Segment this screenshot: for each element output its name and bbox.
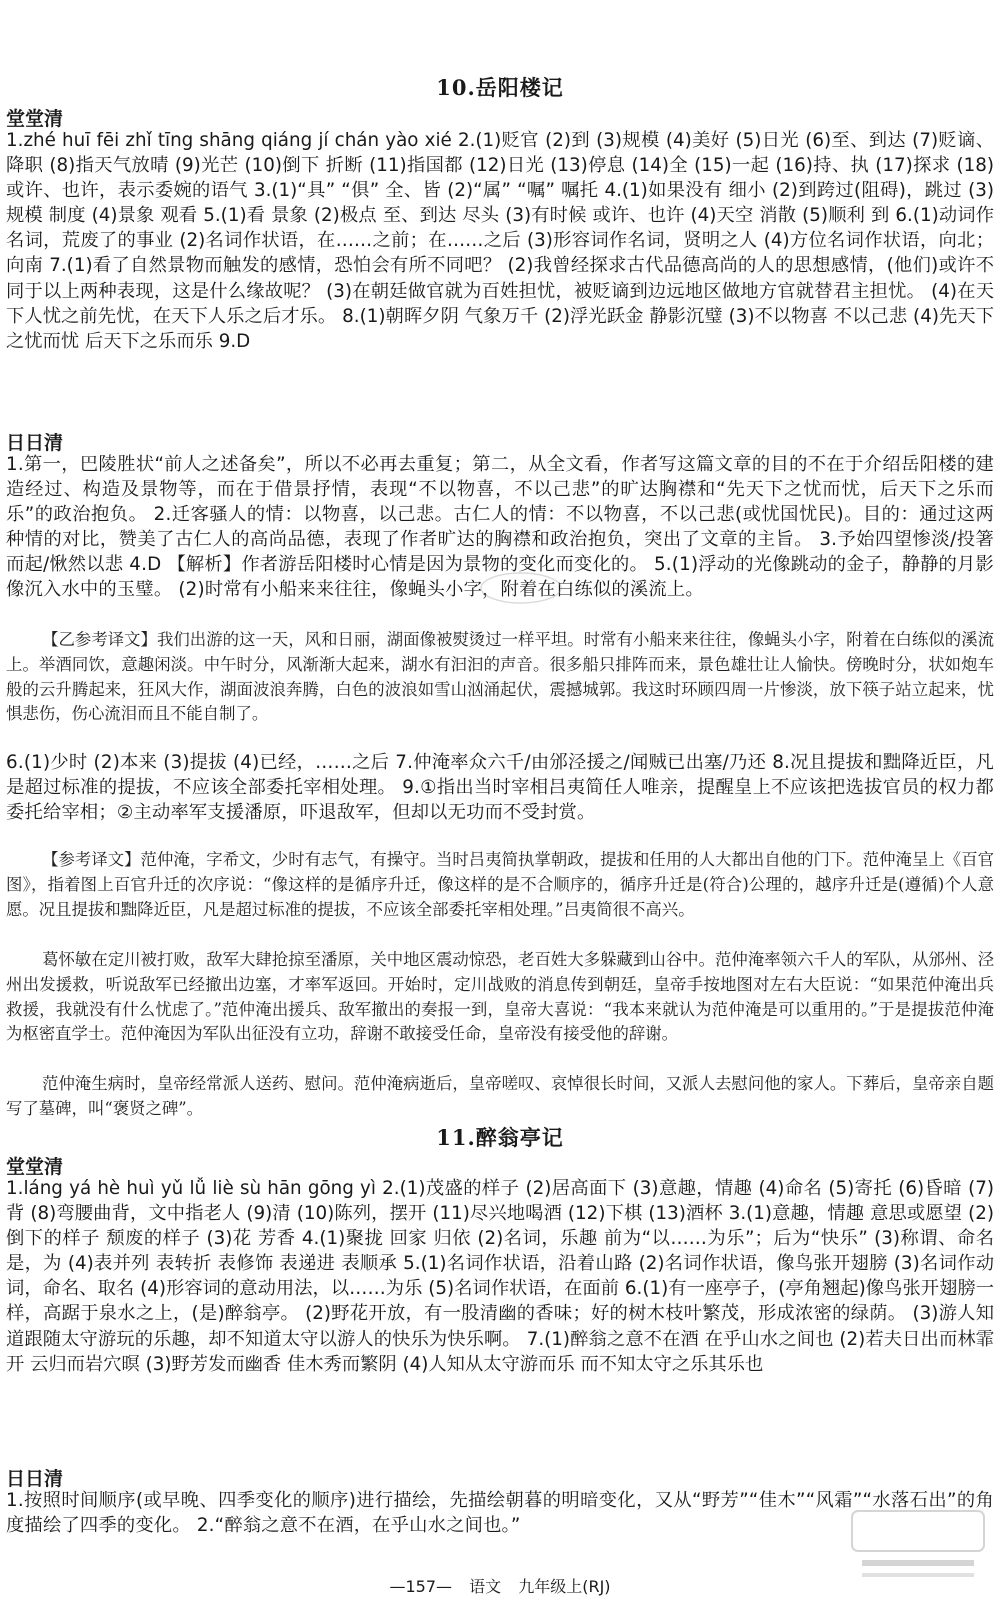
lesson-10-tangtang-answers: 1.zhé huī fēi zhǐ tīng shāng qiáng jí chán yào xié 2.(1)贬官 (2)到 (3)规模 (4)美好 (5)日光 (6)至、到达 (7)贬谪、降职 (8)指天气放晴 (9)光芒 (10)倒下 折断 (11)指国都 (12)日光 (13)停息 (14)全 (15)一起 (16)持、执 (17)探求 (18)或许、也许，表示委婉的语气 3.(1)“具” “俱” 全、皆 (2)“属” “嘱” 嘱托 4.(1)如果没有 细小 (2)到跨过(阻碍)，跳过 (3)规模 制度 (4)景象 观看 5.(1)看 景象 (2)极点 至、到达 尽头 (3)有时候 或许、也许 (4)天空 消散 (5)顺利 到 6.(1)动词作名词，荒废了的事业 (2)名词作状语，在……之前；在……之后 (3)形容词作名词，贤明之人 (4)方位名词作状语，向北；向南 7.(1)看了自然景物而触发的感情，恐怕会有所不同吧？ (2)我曾经探求古代品德高尚的人的思想感情，(他们)或许不同于以上两种表现，这是什么缘故呢？ (3)在朝廷做官就为百姓担忧，被贬谪到边远地区做地方官就替君主担忧。 (4)在天下人忧之前先忧，在天下人乐之后才乐。 8.(1)朝晖夕阴 气象万千 (2)浮光跃金 静影沉璧 (3)不以物喜 不以己悲 (4)先天下之忧而忧 后天下之乐而乐 9.D: [6, 130, 994, 352]
lesson-10-ref-translation-2: 葛怀敏在定川被打败，敌军大肆抢掠至潘原，关中地区震动惊恐，老百姓大多躲藏到山谷中。范仲淹率领六千人的军队，从邠州、泾州出发援救，听说敌军已经撤出边塞，才率军返回。开始时，定川战败的消息传到朝廷，皇帝手按地图对左右大臣说：“如果范仲淹出兵救援，我就没有什么忧虑了。”范仲淹出援兵、敌军撤出的奏报一到，皇帝大喜说：“我本来就认为范仲淹是可以重用的。”于是提拔范仲淹为枢密直学士。范仲淹因为军队出征没有立功，辞谢不敢接受任命，皇帝没有接受他的辞谢。: [6, 950, 994, 1044]
footer-subject: 语文: [469, 1577, 502, 1596]
lesson-10-yi-translation: 【乙参考译文】我们出游的这一天，风和日丽，湖面像被熨烫过一样平坦。时常有小船来来往往，像蝇头小字，附着在白练似的溪流上。举酒同饮，意趣闲淡。中午时分，风渐渐大起来，湖水有汩汩的声音。很多船只排阵而来，景色雄壮让人愉快。傍晚时分，状如炮车般的云升腾起来，狂风大作，湖面波浪奔腾，白色的波浪如雪山汹涌起伏，震撼城郭。我这时环顾四周一片惨淡，放下筷子站立起来，忧惧悲伤，伤心流泪而且不能自制了。: [6, 630, 994, 724]
page-footer: [0, 1574, 1000, 1597]
lesson-10-riri-answers: 1.第一，巴陵胜状“前人之述备矣”，所以不必再去重复；第二，从全文看，作者写这篇文章的目的不在于介绍岳阳楼的建造经过、构造及景物等，而在于借景抒情，表现“不以物喜，不以己悲”的旷达胸襟和“先天下之忧而忧，后天下之乐而乐”的政治抱负。 2.迁客骚人的情：以物喜，以己悲。古仁人的情：不以物喜，不以己悲(或忧国忧民)。目的：通过这两种情的对比，赞美了古仁人的高尚品德，表现了作者旷达的胸襟和政治抱负，突出了文章的主旨。 3.予始四望惨淡/投箸而起/愀然以悲 4.D 【解析】作者游岳阳楼时心情是因为景物的变化而变化的。 5.(1)浮动的光像跳动的金子，静静的月影像沉入水中的玉璧。 (2)时常有小船来来往往，像蝇头小字，附着在白练似的溪流上。: [6, 454, 994, 601]
lesson-10-ref-translation-3: 范仲淹生病时，皇帝经常派人送药、慰问。范仲淹病逝后，皇帝嗟叹、哀悼很长时间，又派人去慰问他的家人。下葬后，皇帝亲自题写了墓碑，叫“褒贤之碑”。: [6, 1074, 994, 1118]
lesson-11-title: 11.醉翁亭记: [436, 1125, 564, 1150]
lesson-10-ref-translation-1: 【参考译文】范仲淹，字希文，少时有志气，有操守。当时吕夷简执掌朝政，提拔和任用的人大都出自他的门下。范仲淹呈上《百官图》，指着图上百官升迁的次序说：“像这样的是循序升迁，像这样的是不合顺序的，循序升迁是(符合)公理的，越序升迁是(遵循)个人意愿。况且提拔和黜降近臣，凡是超过标准的提拔，不应该全部委托宰相处理。”吕夷简很不高兴。: [6, 850, 994, 919]
lesson-10-riri-answers-2: 6.(1)少时 (2)本来 (3)提拔 (4)已经，……之后 7.仲淹率众六千/由邠泾援之/闻贼已出塞/乃还 8.况且提拔和黜降近臣，凡是超过标准的提拔，不应该全部委托宰相处理。 9.①指出当时宰相吕夷简任人唯亲，提醒皇上不应该把选拔官员的权力都委托给宰相；②主动率军支援潘原，吓退敌军，但却以无功而不受封赏。: [6, 752, 994, 824]
site-watermark-logo: [848, 1505, 988, 1585]
lesson-10-title: 10.岳阳楼记: [436, 75, 564, 100]
faint-stamp-mark: [478, 570, 564, 606]
lesson-11-tangtang-heading: 堂堂清: [6, 1156, 64, 1178]
footer-grade: 九年级上(RJ): [518, 1577, 611, 1596]
lesson-11-riri-heading: 日日清: [6, 1468, 64, 1490]
lesson-10-tangtang-heading: 堂堂清: [6, 108, 64, 130]
lesson-11-riri-answers: 1.按照时间顺序(或早晚、四季变化的顺序)进行描绘，先描绘朝暮的明暗变化，又从“野芳”“佳木”“风霜”“水落石出”的角度描绘了四季的变化。 2.“醉翁之意不在酒，在乎山水之间也。”: [6, 1490, 994, 1537]
page-number: —157—: [389, 1577, 452, 1596]
lesson-11-tangtang-answers: 1.láng yá hè huì yǔ lǚ liè sù hān gōng yì 2.(1)茂盛的样子 (2)居高面下 (3)意趣，情趣 (4)命名 (5)寄托 (6)昏暗 (7)背 (8)弯腰曲背，文中指老人 (9)清 (10)陈列，摆开 (11)尽兴地喝酒 (12)下棋 (13)酒杯 3.(1)意趣，情趣 意思或愿望 (2)倒下的样子 颓废的样子 (3)花 芳香 4.(1)聚拢 回家 归依 (2)名词，乐趣 前为“以……为乐”；后为“快乐” (3)称谓、命名 是，为 (4)表并列 表转折 表修饰 表递进 表顺承 5.(1)名词作状语，沿着山路 (2)名词作状语，像鸟张开翅膀 (3)名词作动词，命名、取名 (4)形容词的意动用法，以……为乐 (5)名词作状语，在面前 6.(1)有一座亭子，(亭角翘起)像鸟张开翅膀一样，高踞于泉水之上，(是)醉翁亭。 (2)野花开放，有一股清幽的香味；好的树木枝叶繁茂，形成浓密的绿荫。 (3)游人知道跟随太守游玩的乐趣，却不知道太守以游人的快乐为快乐啊。 7.(1)醉翁之意不在酒 在乎山水之间也 (2)若夫日出而林霏开 云归而岩穴暝 (3)野芳发而幽香 佳木秀而繁阴 (4)人知从太守游而乐 而不知太守之乐其乐也: [6, 1178, 994, 1375]
lesson-10-riri-heading: 日日清: [6, 432, 64, 454]
